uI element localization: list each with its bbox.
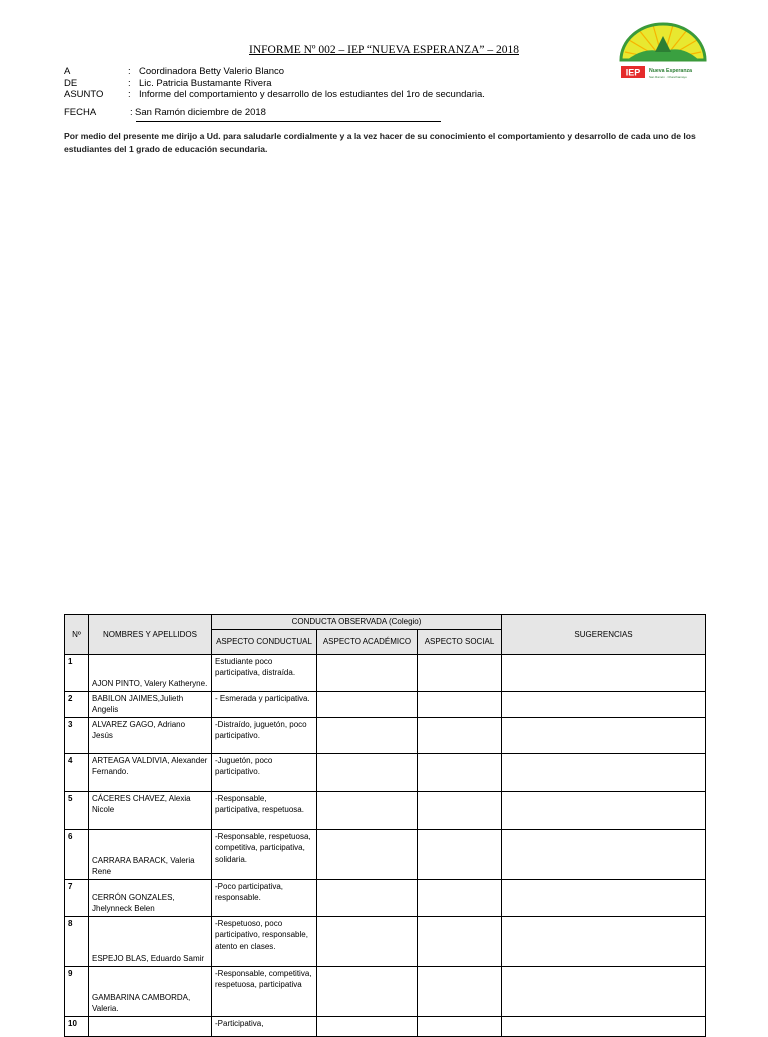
row-academico <box>317 1016 418 1036</box>
row-conductual: - Esmerada y participativa. <box>212 691 317 717</box>
row-sugerencias <box>502 966 706 1016</box>
field-a-separator: : <box>128 66 131 77</box>
row-academico <box>317 829 418 879</box>
table-row <box>65 654 706 691</box>
row-num: 4 <box>65 753 89 791</box>
row-name: CARRARA BARACK, Valeria Rene <box>89 829 212 879</box>
header-num: Nº <box>65 615 89 655</box>
row-sugerencias <box>502 916 706 966</box>
table-row <box>65 966 706 1016</box>
table-row <box>65 916 706 966</box>
logo-name-text: Nueva Esperanza <box>649 68 692 74</box>
row-social <box>418 753 502 791</box>
row-social <box>418 654 502 691</box>
table-row <box>65 1016 706 1036</box>
table-row <box>65 753 706 791</box>
row-social <box>418 916 502 966</box>
row-num: 6 <box>65 829 89 879</box>
field-de-separator: : <box>128 78 131 89</box>
field-fecha-value: San Ramón diciembre de 2018 <box>135 107 266 118</box>
row-name: GAMBARINA CAMBORDA, Valeria. <box>89 966 212 1016</box>
header-social: ASPECTO SOCIAL <box>418 629 502 654</box>
row-conductual: -Participativa, <box>212 1016 317 1036</box>
row-academico <box>317 654 418 691</box>
table-row <box>65 691 706 717</box>
row-name: CÁCERES CHAVEZ, Alexia Nicole <box>89 791 212 829</box>
row-academico <box>317 879 418 916</box>
field-asunto-label: ASUNTO <box>64 89 104 100</box>
row-name: ALVAREZ GAGO, Adriano Jesús <box>89 717 212 753</box>
row-conductual: -Poco participativa, responsable. <box>212 879 317 916</box>
row-sugerencias <box>502 791 706 829</box>
header-conduct-group: CONDUCTA OBSERVADA (Colegio) <box>212 615 502 630</box>
row-num: 7 <box>65 879 89 916</box>
row-academico <box>317 966 418 1016</box>
row-num: 3 <box>65 717 89 753</box>
row-name: ARTEAGA VALDIVIA, Alexander Fernando. <box>89 753 212 791</box>
student-conduct-table <box>64 614 706 1037</box>
row-social <box>418 791 502 829</box>
document-title: INFORME Nº 002 – IEP “NUEVA ESPERANZA” – 2018 <box>249 44 519 56</box>
row-name: AJON PINTO, Valery Katheryne. <box>89 654 212 691</box>
row-conductual: -Responsable, respetuosa, competitiva, participativa, solidaria. <box>212 829 317 879</box>
field-a-value: Coordinadora Betty Valerio Blanco <box>139 66 285 77</box>
field-fecha-label: FECHA <box>64 107 97 118</box>
row-name: BABILON JAIMES,Julieth Angelis <box>89 691 212 717</box>
row-num: 8 <box>65 916 89 966</box>
row-social <box>418 717 502 753</box>
row-social <box>418 1016 502 1036</box>
row-sugerencias <box>502 753 706 791</box>
row-sugerencias <box>502 717 706 753</box>
row-num: 2 <box>65 691 89 717</box>
table-row <box>65 829 706 879</box>
field-asunto-value: Informe del comportamiento y desarrollo de los estudiantes del 1ro de secundaria. <box>139 89 485 100</box>
row-sugerencias <box>502 879 706 916</box>
table-row <box>65 879 706 916</box>
header-divider <box>136 121 441 122</box>
row-num: 1 <box>65 654 89 691</box>
row-sugerencias <box>502 1016 706 1036</box>
header-name: NOMBRES Y APELLIDOS <box>89 615 212 655</box>
row-academico <box>317 691 418 717</box>
row-name <box>89 1016 212 1036</box>
row-conductual: -Juguetón, poco participativo. <box>212 753 317 791</box>
table-row <box>65 791 706 829</box>
row-sugerencias <box>502 654 706 691</box>
row-sugerencias <box>502 691 706 717</box>
logo-tagline-text: San Ramón · Chanchamayo <box>649 75 687 79</box>
intro-paragraph: Por medio del presente me dirijo a Ud. para saludarle cordialmente y a la vez hacer de su conocimiento el comportamiento y desarrollo de cada uno de los estudiantes del 1 grado de educación secundaria. <box>64 131 696 154</box>
field-de-value: Lic. Patricia Bustamante Rivera <box>139 78 272 89</box>
row-social <box>418 829 502 879</box>
row-num: 10 <box>65 1016 89 1036</box>
row-social <box>418 691 502 717</box>
row-academico <box>317 717 418 753</box>
logo-badge-text: IEP <box>625 67 641 78</box>
school-logo <box>619 22 707 82</box>
row-name: ESPEJO BLAS, Eduardo Samir <box>89 916 212 966</box>
field-a-label: A <box>64 66 71 77</box>
field-fecha-separator: : <box>130 107 133 118</box>
row-conductual: -Respetuoso, poco participativo, responsable, atento en clases. <box>212 916 317 966</box>
row-social <box>418 879 502 916</box>
table-row <box>65 717 706 753</box>
field-de-label: DE <box>64 78 78 89</box>
row-academico <box>317 753 418 791</box>
header-conductual: ASPECTO CONDUCTUAL <box>212 629 317 654</box>
row-academico <box>317 791 418 829</box>
header-academico: ASPECTO ACADÉMICO <box>317 629 418 654</box>
row-conductual: -Distraído, juguetón, poco participativo. <box>212 717 317 753</box>
field-asunto-separator: : <box>128 89 131 100</box>
row-name: CERRÓN GONZALES, Jhelynneck Belen <box>89 879 212 916</box>
row-conductual: -Responsable, participativa, respetuosa. <box>212 791 317 829</box>
row-conductual: -Responsable, competitiva, respetuosa, participativa <box>212 966 317 1016</box>
row-academico <box>317 916 418 966</box>
header-sugerencias: SUGERENCIAS <box>502 615 706 655</box>
row-sugerencias <box>502 829 706 879</box>
row-conductual: Estudiante poco participativa, distraída. <box>212 654 317 691</box>
row-num: 5 <box>65 791 89 829</box>
row-num: 9 <box>65 966 89 1016</box>
row-social <box>418 966 502 1016</box>
